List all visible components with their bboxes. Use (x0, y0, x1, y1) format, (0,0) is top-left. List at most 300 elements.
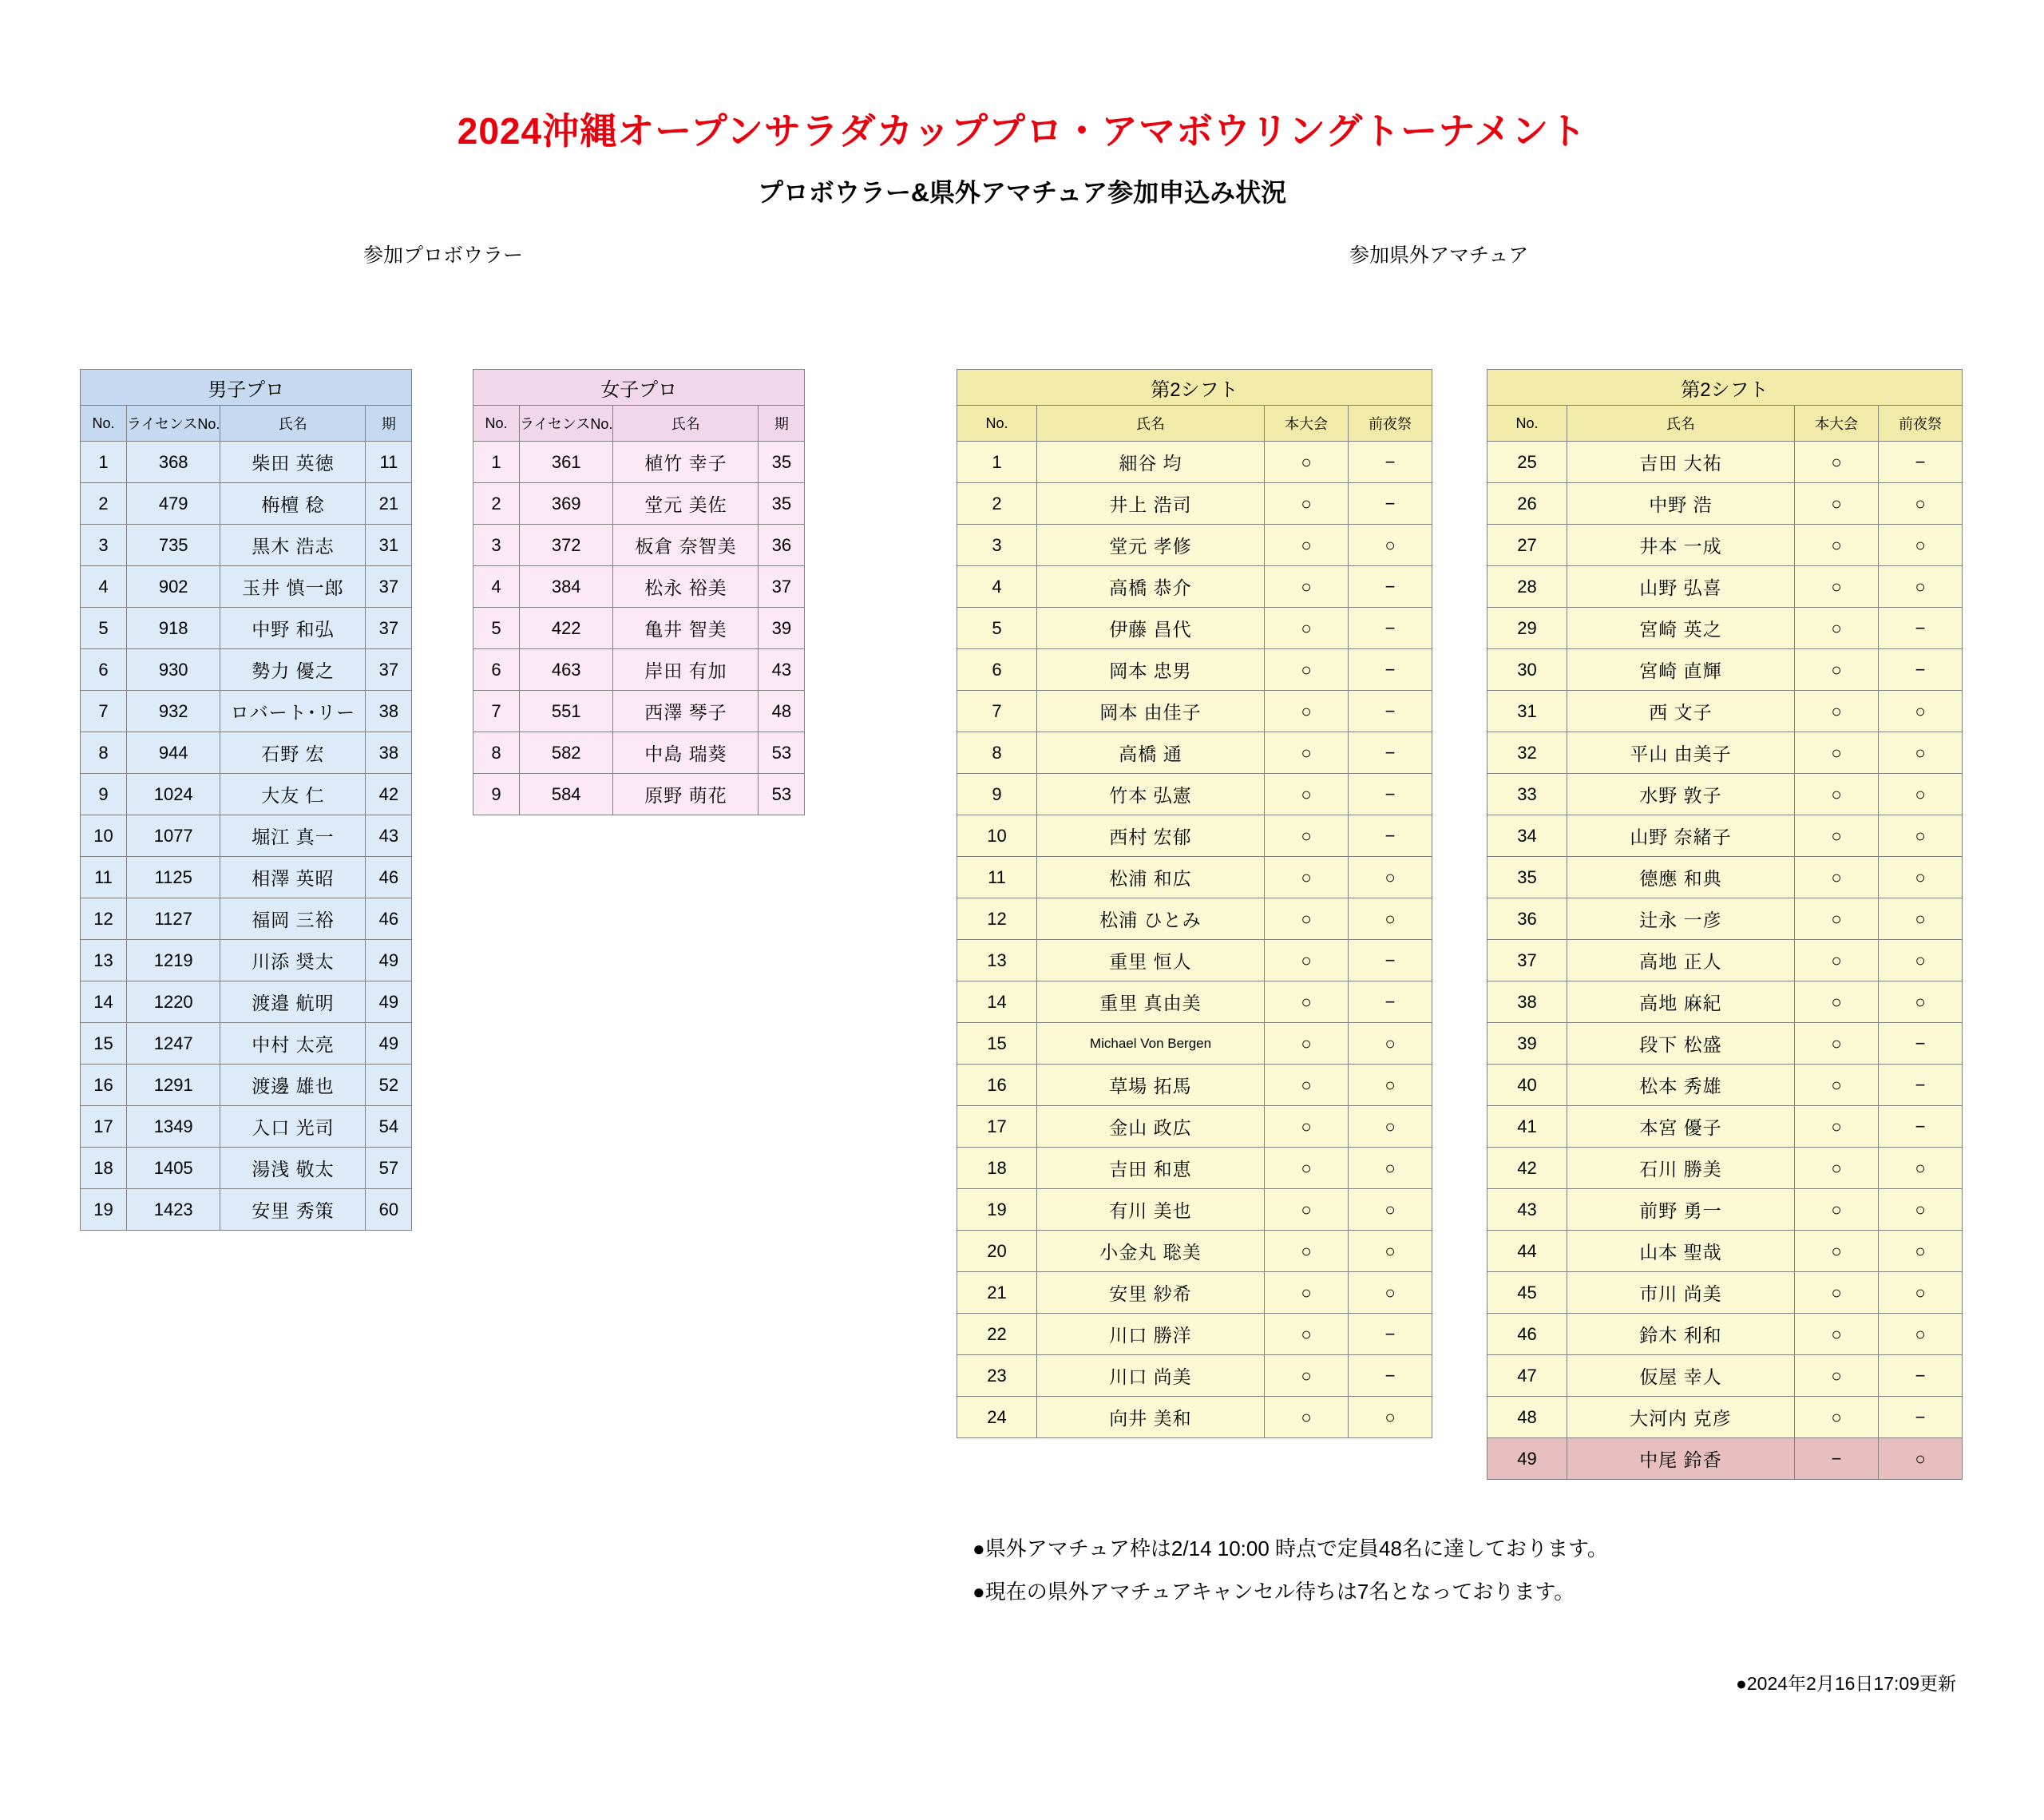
ama-left-cell-no: 19 (957, 1189, 1037, 1231)
male-pro-group-header: 男子プロ (81, 370, 412, 406)
female-pro-group-header: 女子プロ (473, 370, 805, 406)
table-row (81, 1189, 412, 1231)
table-row (81, 442, 412, 483)
ama-right-cell-eve-party: ○ (1879, 732, 1963, 774)
ama-left-group-header-row (957, 370, 1432, 406)
male-pro-cell-name: 中野 和弘 (220, 608, 366, 649)
male-pro-cell-no: 17 (81, 1106, 127, 1148)
table-row (957, 1023, 1432, 1065)
ama-right-cell-no: 39 (1487, 1023, 1567, 1065)
ama-left-cell-name: 川口 尚美 (1037, 1355, 1265, 1397)
updated-timestamp: ●2024年2月16日17:09更新 (1736, 1673, 1956, 1694)
male-pro-cell-term: 42 (366, 774, 412, 815)
ama-right-cell-main-event: ○ (1795, 732, 1879, 774)
table-row (957, 1106, 1432, 1148)
ama-left-cell-no: 14 (957, 981, 1037, 1023)
ama-right-cell-main-event: ○ (1795, 525, 1879, 566)
table-row (957, 1065, 1432, 1106)
ama-right-cell-main-event: ○ (1795, 815, 1879, 857)
ama-right-cell-name: 德應 和典 (1567, 857, 1795, 898)
ama-right-cell-name: 宮崎 直輝 (1567, 649, 1795, 691)
ama-left-cell-eve-party: ○ (1349, 898, 1432, 940)
ama-left-cell-main-event: ○ (1265, 940, 1349, 981)
ama-left-cell-main-event: ○ (1265, 525, 1349, 566)
ama-right-cell-no: 33 (1487, 774, 1567, 815)
ama-left-cell-no: 10 (957, 815, 1037, 857)
table-row (957, 1231, 1432, 1272)
female-pro-column-header-3: 期 (759, 406, 805, 442)
male-pro-cell-term: 21 (366, 483, 412, 525)
male-pro-cell-name: 堀江 真一 (220, 815, 366, 857)
female-pro-cell-license: 372 (520, 525, 613, 566)
note-line-2: ●現在の県外アマチュアキャンセル待ちは7名となっております。 (972, 1580, 1575, 1604)
female-pro-cell-license: 361 (520, 442, 613, 483)
ama-right-cell-name: 山野 弘喜 (1567, 566, 1795, 608)
male-pro-cell-name: 入口 光司 (220, 1106, 366, 1148)
ama-right-cell-no: 49 (1487, 1438, 1567, 1480)
ama-left-cell-name: 井上 浩司 (1037, 483, 1265, 525)
table-row (957, 442, 1432, 483)
ama-left-cell-main-event: ○ (1265, 1023, 1349, 1065)
male-pro-cell-name: 中村 太亮 (220, 1023, 366, 1065)
ama-left-cell-no: 11 (957, 857, 1037, 898)
female-pro-cell-license: 369 (520, 483, 613, 525)
male-pro-cell-term: 37 (366, 566, 412, 608)
ama-left-cell-main-event: ○ (1265, 483, 1349, 525)
note-line-1: ●県外アマチュア枠は2/14 10:00 時点で定員48名に達しております。 (972, 1536, 1608, 1560)
table-row (473, 649, 805, 691)
ama-left-cell-eve-party: ○ (1349, 1065, 1432, 1106)
ama-left-cell-no: 21 (957, 1272, 1037, 1314)
ama-left-cell-eve-party: − (1349, 1314, 1432, 1355)
male-pro-column-header-3: 期 (366, 406, 412, 442)
table-row (473, 566, 805, 608)
table-row (81, 1065, 412, 1106)
ama-right-cell-no: 34 (1487, 815, 1567, 857)
male-pro-column-header-0: No. (81, 406, 127, 442)
ama-left-cell-main-event: ○ (1265, 815, 1349, 857)
female-pro-cell-term: 37 (759, 566, 805, 608)
female-pro-cell-no: 5 (473, 608, 520, 649)
table-row (473, 525, 805, 566)
ama-left-cell-name: 重里 真由美 (1037, 981, 1265, 1023)
ama-left-cell-name: 吉田 和恵 (1037, 1148, 1265, 1189)
male-pro-cell-license: 1077 (127, 815, 220, 857)
ama-right-cell-name: 本宮 優子 (1567, 1106, 1795, 1148)
table-row (1487, 732, 1963, 774)
table-row (957, 483, 1432, 525)
ama-left-cell-eve-party: − (1349, 649, 1432, 691)
ama-right-cell-no: 27 (1487, 525, 1567, 566)
ama-right-cell-main-event: ○ (1795, 1023, 1879, 1065)
ama-right-cell-main-event: ○ (1795, 857, 1879, 898)
table-row (957, 940, 1432, 981)
ama-left-cell-main-event: ○ (1265, 1148, 1349, 1189)
ama-right-cell-eve-party: ○ (1879, 857, 1963, 898)
ama-left-cell-name: 小金丸 聡美 (1037, 1231, 1265, 1272)
table-row (1487, 1148, 1963, 1189)
table-row (957, 1314, 1432, 1355)
ama-right-cell-main-event: ○ (1795, 1231, 1879, 1272)
table-row (81, 815, 412, 857)
ama-right-cell-eve-party: ○ (1879, 898, 1963, 940)
ama-left-cell-name: 堂元 孝修 (1037, 525, 1265, 566)
ama-right-cell-main-event: − (1795, 1438, 1879, 1480)
male-pro-cell-term: 49 (366, 981, 412, 1023)
ama-left-cell-no: 16 (957, 1065, 1037, 1106)
male-pro-cell-license: 1405 (127, 1148, 220, 1189)
table-row (957, 1189, 1432, 1231)
table-row (473, 608, 805, 649)
male-pro-cell-no: 7 (81, 691, 127, 732)
ama-left-cell-main-event: ○ (1265, 981, 1349, 1023)
table-row (1487, 1065, 1963, 1106)
ama-right-cell-main-event: ○ (1795, 691, 1879, 732)
female-pro-column-header-2: 氏名 (613, 406, 759, 442)
ama-left-cell-main-event: ○ (1265, 1272, 1349, 1314)
ama-left-cell-eve-party: − (1349, 815, 1432, 857)
ama-left-cell-eve-party: ○ (1349, 1148, 1432, 1189)
ama-right-cell-name: 山本 聖哉 (1567, 1231, 1795, 1272)
ama-right-cell-no: 47 (1487, 1355, 1567, 1397)
table-row (1487, 1231, 1963, 1272)
table-row (957, 691, 1432, 732)
male-pro-cell-license: 1349 (127, 1106, 220, 1148)
ama-left-cell-name: 金山 政広 (1037, 1106, 1265, 1148)
table-row (1487, 857, 1963, 898)
ama-left-cell-name: 西村 宏郁 (1037, 815, 1265, 857)
ama-left-cell-eve-party: − (1349, 566, 1432, 608)
table-row (957, 857, 1432, 898)
male-pro-cell-no: 16 (81, 1065, 127, 1106)
male-pro-cell-term: 37 (366, 649, 412, 691)
table-row (473, 442, 805, 483)
ama-left-column-header-2: 本大会 (1265, 406, 1349, 442)
female-pro-cell-no: 9 (473, 774, 520, 815)
female-pro-cell-license: 551 (520, 691, 613, 732)
male-pro-cell-no: 11 (81, 857, 127, 898)
male-pro-cell-term: 49 (366, 1023, 412, 1065)
ama-left-cell-eve-party: ○ (1349, 1106, 1432, 1148)
female-pro-cell-name: 松永 裕美 (613, 566, 759, 608)
female-pro-cell-term: 35 (759, 483, 805, 525)
ama-right-column-header-row (1487, 406, 1963, 442)
table-row (81, 981, 412, 1023)
ama-left-cell-main-event: ○ (1265, 566, 1349, 608)
female-pro-cell-no: 3 (473, 525, 520, 566)
ama-left-cell-no: 17 (957, 1106, 1037, 1148)
ama-right-cell-main-event: ○ (1795, 1065, 1879, 1106)
male-pro-cell-name: 川添 奨太 (220, 940, 366, 981)
ama-right-cell-eve-party: ○ (1879, 566, 1963, 608)
male-pro-cell-no: 5 (81, 608, 127, 649)
male-pro-cell-term: 52 (366, 1065, 412, 1106)
ama-right-cell-eve-party: − (1879, 649, 1963, 691)
ama-left-cell-eve-party: − (1349, 691, 1432, 732)
male-pro-cell-term: 49 (366, 940, 412, 981)
table-row (81, 898, 412, 940)
male-pro-table-wrap (80, 369, 412, 1231)
ama-left-cell-name: 向井 美和 (1037, 1397, 1265, 1438)
ama-right-cell-no: 43 (1487, 1189, 1567, 1231)
ama-right-cell-main-event: ○ (1795, 981, 1879, 1023)
male-pro-cell-license: 932 (127, 691, 220, 732)
male-pro-cell-license: 918 (127, 608, 220, 649)
female-pro-cell-no: 6 (473, 649, 520, 691)
ama-right-cell-name: 中尾 鈴香 (1567, 1438, 1795, 1480)
table-row (1487, 649, 1963, 691)
ama-left-cell-name: 伊藤 昌代 (1037, 608, 1265, 649)
caption-pro-bowlers: 参加プロボウラー (363, 244, 524, 267)
ama-left-cell-main-event: ○ (1265, 774, 1349, 815)
ama-left-cell-eve-party: − (1349, 774, 1432, 815)
ama-right-column-header-3: 前夜祭 (1879, 406, 1963, 442)
table-row (81, 1148, 412, 1189)
ama-right-cell-main-event: ○ (1795, 898, 1879, 940)
ama-right-cell-no: 48 (1487, 1397, 1567, 1438)
ama-left-cell-main-event: ○ (1265, 649, 1349, 691)
ama-right-cell-name: 前野 勇一 (1567, 1189, 1795, 1231)
ama-left-cell-main-event: ○ (1265, 1106, 1349, 1148)
ama-left-group-header: 第2シフト (957, 370, 1432, 406)
ama-left-cell-no: 18 (957, 1148, 1037, 1189)
table-row (1487, 483, 1963, 525)
ama-right-cell-main-event: ○ (1795, 1189, 1879, 1231)
ama-left-cell-eve-party: − (1349, 1355, 1432, 1397)
female-pro-cell-license: 422 (520, 608, 613, 649)
ama-right-cell-no: 37 (1487, 940, 1567, 981)
ama-right-cell-main-event: ○ (1795, 442, 1879, 483)
ama-right-cell-main-event: ○ (1795, 608, 1879, 649)
male-pro-cell-term: 43 (366, 815, 412, 857)
ama-left-cell-no: 24 (957, 1397, 1037, 1438)
male-pro-column-header-2: 氏名 (220, 406, 366, 442)
ama-right-cell-main-event: ○ (1795, 774, 1879, 815)
ama-right-cell-no: 36 (1487, 898, 1567, 940)
caption-outside-amateurs: 参加県外アマチュア (1349, 244, 1529, 267)
female-pro-cell-no: 2 (473, 483, 520, 525)
male-pro-cell-license: 944 (127, 732, 220, 774)
female-pro-column-header-row (473, 406, 805, 442)
female-pro-cell-no: 7 (473, 691, 520, 732)
female-pro-cell-name: 岸田 有加 (613, 649, 759, 691)
table-row (957, 898, 1432, 940)
ama-left-cell-main-event: ○ (1265, 1397, 1349, 1438)
female-pro-cell-term: 53 (759, 774, 805, 815)
ama-left-cell-main-event: ○ (1265, 857, 1349, 898)
male-pro-cell-term: 11 (366, 442, 412, 483)
table-row (81, 608, 412, 649)
male-pro-cell-term: 37 (366, 608, 412, 649)
female-pro-cell-name: 亀井 智美 (613, 608, 759, 649)
ama-right-cell-name: 仮屋 幸人 (1567, 1355, 1795, 1397)
ama-right-cell-eve-party: ○ (1879, 981, 1963, 1023)
amateur-right-table-wrap (1487, 369, 1963, 1480)
ama-left-cell-main-event: ○ (1265, 1189, 1349, 1231)
table-row (957, 525, 1432, 566)
female-pro-cell-license: 584 (520, 774, 613, 815)
male-pro-cell-license: 735 (127, 525, 220, 566)
ama-right-cell-eve-party: − (1879, 608, 1963, 649)
ama-right-cell-main-event: ○ (1795, 940, 1879, 981)
ama-right-cell-main-event: ○ (1795, 1272, 1879, 1314)
female-pro-cell-name: 中島 瑞葵 (613, 732, 759, 774)
ama-right-cell-no: 42 (1487, 1148, 1567, 1189)
male-pro-cell-term: 54 (366, 1106, 412, 1148)
ama-left-cell-no: 7 (957, 691, 1037, 732)
table-row (957, 1148, 1432, 1189)
ama-right-cell-name: 水野 敦子 (1567, 774, 1795, 815)
ama-right-group-header: 第2シフト (1487, 370, 1963, 406)
female-pro-cell-no: 4 (473, 566, 520, 608)
male-pro-cell-no: 19 (81, 1189, 127, 1231)
ama-left-cell-eve-party: − (1349, 981, 1432, 1023)
male-pro-column-header-1: ライセンスNo. (127, 406, 220, 442)
ama-left-cell-eve-party: ○ (1349, 1397, 1432, 1438)
ama-left-cell-main-event: ○ (1265, 898, 1349, 940)
ama-right-cell-eve-party: ○ (1879, 1438, 1963, 1480)
ama-right-cell-eve-party: ○ (1879, 774, 1963, 815)
ama-left-cell-eve-party: − (1349, 442, 1432, 483)
table-row (957, 566, 1432, 608)
ama-right-cell-eve-party: ○ (1879, 1272, 1963, 1314)
male-pro-cell-no: 10 (81, 815, 127, 857)
male-pro-cell-name: 渡邊 雄也 (220, 1065, 366, 1106)
ama-right-cell-no: 40 (1487, 1065, 1567, 1106)
ama-left-cell-no: 3 (957, 525, 1037, 566)
ama-right-column-header-1: 氏名 (1567, 406, 1795, 442)
ama-left-cell-main-event: ○ (1265, 1314, 1349, 1355)
ama-right-cell-eve-party: ○ (1879, 525, 1963, 566)
table-row (1487, 1189, 1963, 1231)
amateur-left-table-wrap (957, 369, 1432, 1438)
table-row (1487, 525, 1963, 566)
table-row (473, 732, 805, 774)
table-row (1487, 1355, 1963, 1397)
ama-right-cell-name: 市川 尚美 (1567, 1272, 1795, 1314)
table-row (81, 691, 412, 732)
ama-right-cell-main-event: ○ (1795, 1397, 1879, 1438)
table-row (81, 1106, 412, 1148)
ama-left-cell-eve-party: − (1349, 608, 1432, 649)
ama-left-cell-name: 高橋 恭介 (1037, 566, 1265, 608)
female-pro-cell-term: 39 (759, 608, 805, 649)
ama-left-cell-name: 有川 美也 (1037, 1189, 1265, 1231)
table-row (81, 857, 412, 898)
table-row (1487, 940, 1963, 981)
table-row (957, 1397, 1432, 1438)
female-pro-cell-license: 384 (520, 566, 613, 608)
ama-left-column-header-0: No. (957, 406, 1037, 442)
ama-left-cell-name: 松浦 和広 (1037, 857, 1265, 898)
table-row (473, 483, 805, 525)
table-row (1487, 815, 1963, 857)
ama-left-cell-no: 4 (957, 566, 1037, 608)
ama-left-cell-no: 2 (957, 483, 1037, 525)
ama-right-cell-name: 宮崎 英之 (1567, 608, 1795, 649)
ama-right-cell-eve-party: ○ (1879, 940, 1963, 981)
ama-right-group-header-row (1487, 370, 1963, 406)
table-row (1487, 442, 1963, 483)
ama-left-cell-no: 20 (957, 1231, 1037, 1272)
male-pro-cell-license: 479 (127, 483, 220, 525)
ama-right-cell-name: 中野 浩 (1567, 483, 1795, 525)
ama-right-cell-eve-party: − (1879, 1397, 1963, 1438)
female-pro-cell-term: 36 (759, 525, 805, 566)
male-pro-cell-license: 1423 (127, 1189, 220, 1231)
table-row (1487, 981, 1963, 1023)
ama-right-cell-name: 山野 奈緒子 (1567, 815, 1795, 857)
male-pro-cell-name: ロバート･リー (220, 691, 366, 732)
male-pro-cell-no: 9 (81, 774, 127, 815)
ama-right-cell-eve-party: ○ (1879, 1231, 1963, 1272)
male-pro-cell-term: 46 (366, 898, 412, 940)
ama-left-cell-eve-party: − (1349, 940, 1432, 981)
ama-right-cell-name: 吉田 大祐 (1567, 442, 1795, 483)
ama-right-cell-eve-party: ○ (1879, 483, 1963, 525)
male-pro-cell-no: 8 (81, 732, 127, 774)
table-row (81, 566, 412, 608)
table-row (1487, 1314, 1963, 1355)
ama-right-cell-eve-party: ○ (1879, 1314, 1963, 1355)
table-row (957, 1272, 1432, 1314)
ama-left-column-header-1: 氏名 (1037, 406, 1265, 442)
ama-left-column-header-3: 前夜祭 (1349, 406, 1432, 442)
ama-right-cell-name: 段下 松盛 (1567, 1023, 1795, 1065)
section-captions (0, 240, 2044, 267)
table-row (1487, 898, 1963, 940)
ama-right-cell-no: 41 (1487, 1106, 1567, 1148)
male-pro-column-header-row (81, 406, 412, 442)
ama-left-cell-eve-party: − (1349, 732, 1432, 774)
male-pro-cell-no: 12 (81, 898, 127, 940)
amateur-shift2-left-table (957, 369, 1432, 1438)
ama-right-cell-main-event: ○ (1795, 483, 1879, 525)
ama-left-cell-eve-party: ○ (1349, 1023, 1432, 1065)
table-row (1487, 691, 1963, 732)
male-pro-cell-license: 930 (127, 649, 220, 691)
ama-left-cell-no: 1 (957, 442, 1037, 483)
ama-right-cell-eve-party: − (1879, 1065, 1963, 1106)
male-pro-cell-term: 31 (366, 525, 412, 566)
ama-right-cell-no: 46 (1487, 1314, 1567, 1355)
table-row (81, 732, 412, 774)
ama-right-cell-no: 44 (1487, 1231, 1567, 1272)
ama-right-cell-no: 28 (1487, 566, 1567, 608)
male-pro-cell-name: 栴檀 稔 (220, 483, 366, 525)
ama-left-cell-no: 6 (957, 649, 1037, 691)
ama-right-cell-name: 平山 由美子 (1567, 732, 1795, 774)
male-pro-cell-name: 福岡 三裕 (220, 898, 366, 940)
page-title: 2024沖縄オープンサラダカッププロ・アマボウリングトーナメント (457, 110, 1587, 152)
male-pro-table (80, 369, 412, 1231)
table-row (1487, 608, 1963, 649)
ama-left-cell-name: 安里 紗希 (1037, 1272, 1265, 1314)
table-row (1487, 774, 1963, 815)
ama-right-cell-no: 31 (1487, 691, 1567, 732)
male-pro-cell-license: 1127 (127, 898, 220, 940)
ama-left-cell-no: 8 (957, 732, 1037, 774)
ama-left-cell-name: 重里 恒人 (1037, 940, 1265, 981)
ama-left-cell-main-event: ○ (1265, 1231, 1349, 1272)
female-pro-cell-term: 48 (759, 691, 805, 732)
table-row (957, 649, 1432, 691)
ama-right-cell-no: 30 (1487, 649, 1567, 691)
table-row (473, 774, 805, 815)
ama-right-cell-no: 35 (1487, 857, 1567, 898)
ama-right-cell-eve-party: ○ (1879, 1148, 1963, 1189)
female-pro-cell-no: 8 (473, 732, 520, 774)
